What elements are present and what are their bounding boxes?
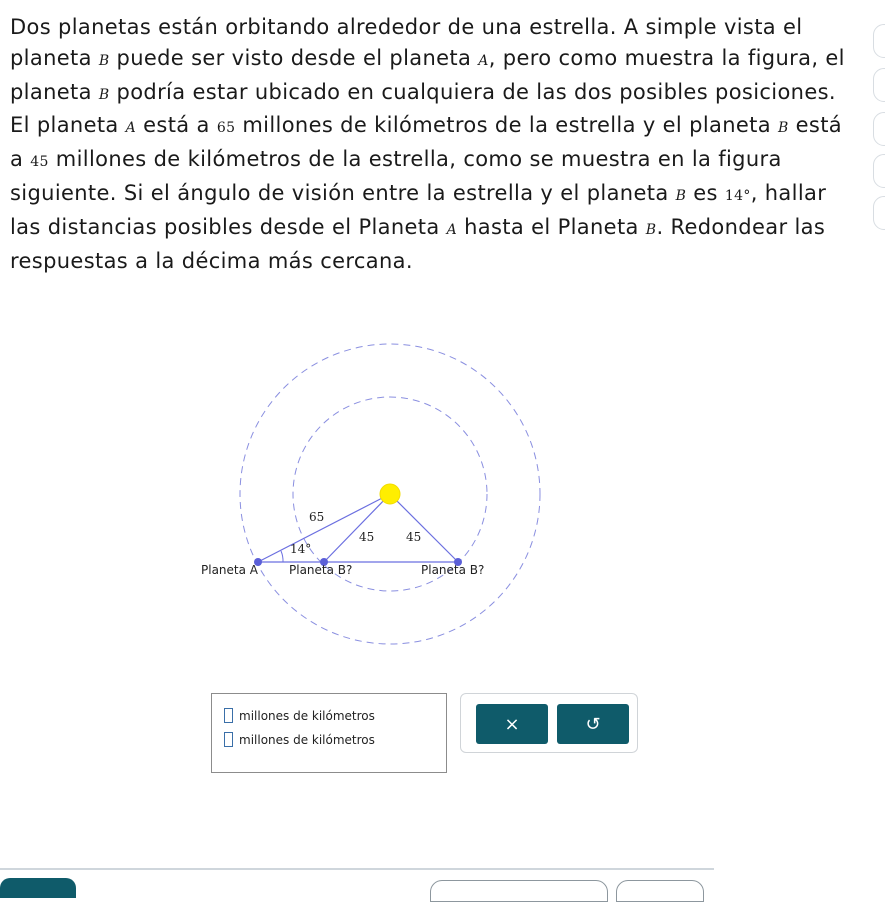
var-b: B [98, 52, 110, 69]
label-65: 65 [309, 510, 325, 524]
num-45: 45 [30, 154, 49, 171]
var-b: B [675, 187, 687, 204]
answer-row-2 [224, 732, 375, 747]
num-65: 65 [216, 120, 236, 137]
label-45-right: 45 [406, 530, 422, 544]
label-planet-b1: Planeta B? [289, 563, 353, 577]
undo-icon: ↺ [585, 713, 601, 735]
clear-button[interactable] [476, 704, 548, 744]
bottom-tertiary-button[interactable] [616, 880, 704, 902]
line-star-b2 [390, 494, 458, 562]
problem-text: Dos planetas están orbitando alrededor de una estrella. A simple vista el planeta B puede ser visto desde el planeta A, pero como muestra la figura, el planeta B podría estar ubicado en cualquiera de las dos posibles posiciones. El planeta A está a 65 millones de kilómetros de la estrella y el planeta B está a 45 millones de kilómetros de la estrella, como se muestra en la figura siguiente. Si el ángulo de visión entre la estrella y el planeta B es 14°, hallar las distancias posibles desde el Planeta A hasta el Planeta B. Redondear las respuestas a la décima más cercana. [10, 15, 845, 273]
var-b: B [98, 86, 110, 103]
label-45-left: 45 [359, 530, 375, 544]
answer-unit-2: millones de kilómetros [239, 732, 375, 747]
undo-button[interactable] [557, 704, 629, 744]
line-a-star [258, 494, 390, 562]
answer-unit-1: millones de kilómetros [239, 708, 375, 723]
bottom-primary-button[interactable] [0, 878, 76, 898]
angle-arc [281, 551, 283, 562]
star [380, 484, 400, 504]
angle-value: 14° [724, 187, 751, 204]
var-b: B [777, 120, 789, 137]
line-star-b1 [324, 494, 390, 562]
bottom-secondary-button[interactable] [430, 880, 608, 902]
label-planet-a: Planeta A [201, 563, 258, 577]
answer-row-1 [224, 708, 375, 723]
answer-input-1[interactable] [224, 708, 233, 723]
var-a: A [446, 221, 458, 238]
label-angle: 14° [290, 542, 312, 556]
answer-input-2[interactable] [224, 732, 233, 747]
answer-box [211, 693, 447, 773]
label-planet-b2: Planeta B? [421, 563, 485, 577]
var-b: B [645, 221, 657, 238]
button-panel [460, 693, 638, 753]
var-a: A [478, 52, 489, 69]
var-a: A [125, 120, 137, 137]
close-icon: × [504, 713, 520, 735]
